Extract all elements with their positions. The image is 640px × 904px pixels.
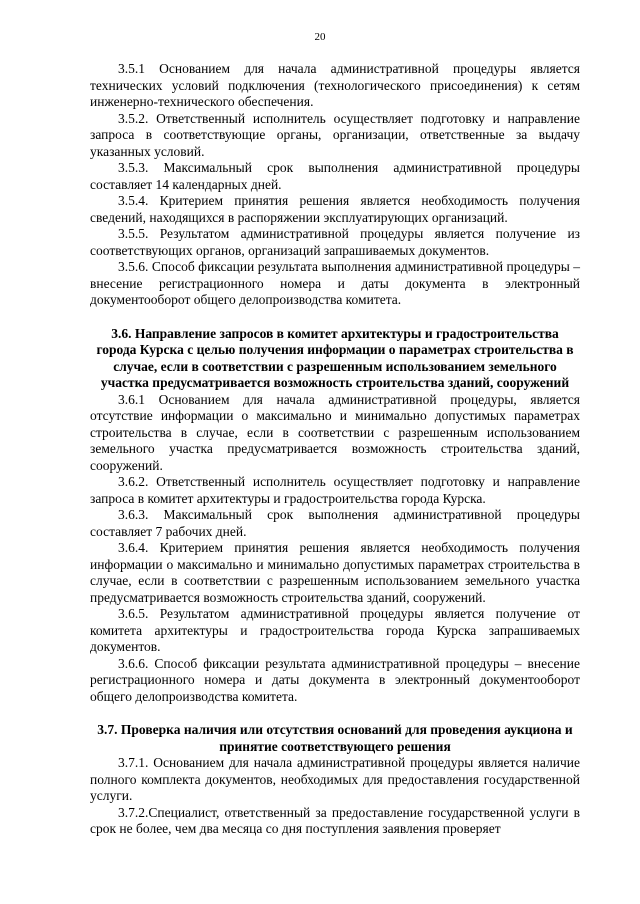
paragraph-3-6-5: 3.6.5. Результатом административной процедуры является получение от комитета архитектуры и градостроительства города Курска запрашиваемых документов. <box>90 606 580 654</box>
paragraph-3-5-2: 3.5.2. Ответственный исполнитель осуществляет подготовку и направление запроса в соответствующие органы, организации, ответственные за выдачу указанных условий. <box>90 110 580 159</box>
paragraph-3-5-4: 3.5.4. Критерием принятия решения является необходимость получения сведений, находящихся в распоряжении эксплуатирующих организаций. <box>90 193 580 225</box>
paragraph-3-5-3: 3.5.3. Максимальный срок выполнения административной процедуры составляет 14 календарных дней. <box>90 160 580 192</box>
section-spacer <box>90 309 580 326</box>
paragraph-3-6-4: 3.6.4. Критерием принятия решения является необходимость получения информации о максимально и минимально допустимых параметрах строительства в случае, если в соответствии с разрешенным использованием земельного участка предусматривается возможность строительства зданий, сооружений. <box>90 540 580 605</box>
paragraph-3-5-5: 3.5.5. Результатом административной процедуры является получение из соответствующих органов, организаций запрашиваемых документов. <box>90 226 580 258</box>
paragraph-3-7-1: 3.7.1. Основанием для начала административной процедуры является наличие полного комплекта документов, необходимых для предоставления государственной услуги. <box>90 755 580 803</box>
paragraph-3-6-2: 3.6.2. Ответственный исполнитель осуществляет подготовку и направление запроса в комитет архитектуры и градостроительства города Курска. <box>90 474 580 506</box>
paragraph-3-5-6: 3.5.6. Способ фиксации результата выполнения административной процедуры – внесение регистрационного номера и даты документа в электронный документооборот общего делопроизводства комитета. <box>90 259 580 307</box>
paragraph-3-6-6: 3.6.6. Способ фиксации результата административной процедуры – внесение регистрационного номера и даты документа в электронный документооборот общего делопроизводства комитета. <box>90 655 580 704</box>
paragraph-3-7-2: 3.7.2.Специалист, ответственный за предоставление государственной услуги в срок не более, чем два месяца со дня поступления заявления проверяет <box>90 804 580 836</box>
section-spacer <box>90 705 580 722</box>
document-body <box>90 61 580 838</box>
page-number: 20 <box>314 31 326 43</box>
paragraph-3-6-3: 3.6.3. Максимальный срок выполнения административной процедуры составляет 7 рабочих дней. <box>90 507 580 539</box>
section-heading-3-7: 3.7. Проверка наличия или отсутствия оснований для проведения аукциона и принятие соответствующего решения <box>97 722 573 754</box>
paragraph-3-5-1: 3.5.1 Основанием для начала административной процедуры является технических условий подключения (технологического присоединения) к сетям инженерно-технического обеспечения. <box>90 61 580 109</box>
paragraph-3-6-1: 3.6.1 Основанием для начала административной процедуры, является отсутствие информации о максимально и минимально допустимых параметрах строительства в случае, если в соответствии с разрешенным использованием земельного участка предусматривается возможность строительства зданий, сооружений. <box>90 391 580 473</box>
section-heading-3-6: 3.6. Направление запросов в комитет архитектуры и градостроительства города Курска с целью получения информации о параметрах строительства в случае, если в соответствии с разрешенным использованием земельного участка предусматривается возможность строительства зданий, сооружений <box>96 325 574 390</box>
